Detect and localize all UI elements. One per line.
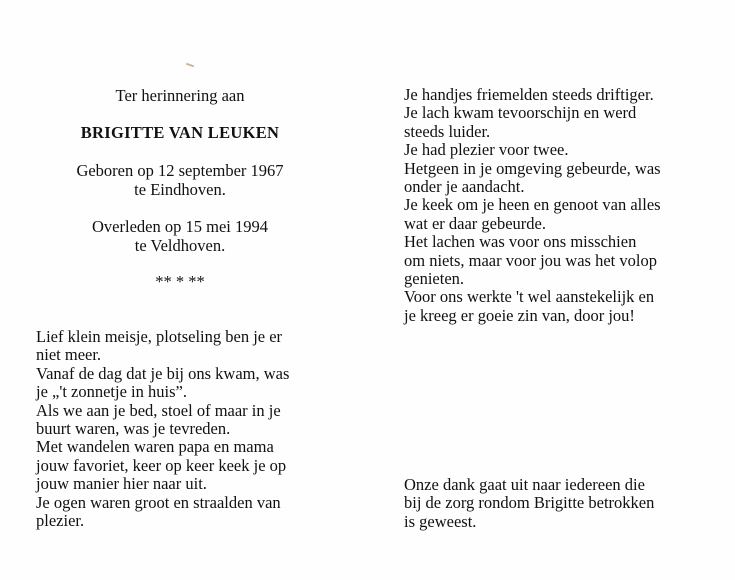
poem-line: Met wandelen waren papa en mama — [36, 437, 274, 457]
right-poem — [404, 86, 694, 325]
poem-line: Het lachen was voor ons misschien — [404, 232, 637, 252]
thanks-paragraph — [404, 476, 694, 531]
birth-place: te Eindhoven. — [134, 180, 226, 199]
birth-date: Geboren op 12 september 1967 — [76, 161, 284, 180]
poem-line: steeds luider. — [404, 121, 491, 141]
thanks-line: bij de zorg rondom Brigitte betrokken — [404, 493, 655, 513]
poem-line: buurt waren, was je tevreden. — [36, 419, 231, 439]
poem-line: onder je aandacht. — [404, 177, 525, 197]
poem-line: je kreeg er goeie zin van, door jou! — [404, 305, 635, 325]
poem-line: Lief klein meisje, plotseling ben je er — [36, 327, 283, 346]
left-poem — [36, 328, 328, 530]
poem-line: wat er daar gebeurde. — [404, 213, 546, 233]
poem-line: Voor ons werkte 't wel aanstekelijk en — [404, 287, 655, 307]
poem-line: Je keek om je heen en genoot van alles — [404, 195, 661, 215]
poem-line: je „'t zonnetje in huis”. — [36, 382, 187, 402]
poem-line: om niets, maar voor jou was het volop — [404, 250, 657, 270]
poem-line: niet meer. — [36, 345, 102, 365]
paper-mark — [186, 63, 194, 68]
poem-line: Hetgeen in je omgeving gebeurde, was — [404, 158, 661, 178]
poem-line: Je ogen waren groot en straalden van — [36, 492, 281, 512]
deceased-name: BRIGITTE VAN LEUKEN — [80, 123, 280, 142]
poem-line: Als we aan je bed, stoel of maar in je — [36, 400, 281, 420]
death-date: Overleden op 15 mei 1994 — [92, 217, 268, 236]
in-memory-heading: Ter herinnering aan — [115, 86, 245, 105]
poem-line: plezier. — [36, 511, 85, 531]
poem-line: Je had plezier voor twee. — [404, 140, 569, 160]
separator-stars: ** * ** — [155, 272, 205, 291]
thanks-line: is geweest. — [404, 511, 477, 531]
poem-line: jouw favoriet, keer op keer keek je op — [36, 455, 287, 475]
poem-line: Je handjes friemelden steeds driftiger. — [404, 85, 654, 104]
death-place: te Veldhoven. — [134, 236, 226, 255]
poem-line: genieten. — [404, 269, 465, 289]
poem-line: Je lach kwam tevoorschijn en werd — [404, 103, 637, 123]
poem-line: Vanaf de dag dat je bij ons kwam, was — [36, 363, 290, 383]
poem-line: jouw manier hier naar uit. — [36, 474, 207, 494]
thanks-line: Onze dank gaat uit naar iedereen die — [404, 475, 645, 494]
